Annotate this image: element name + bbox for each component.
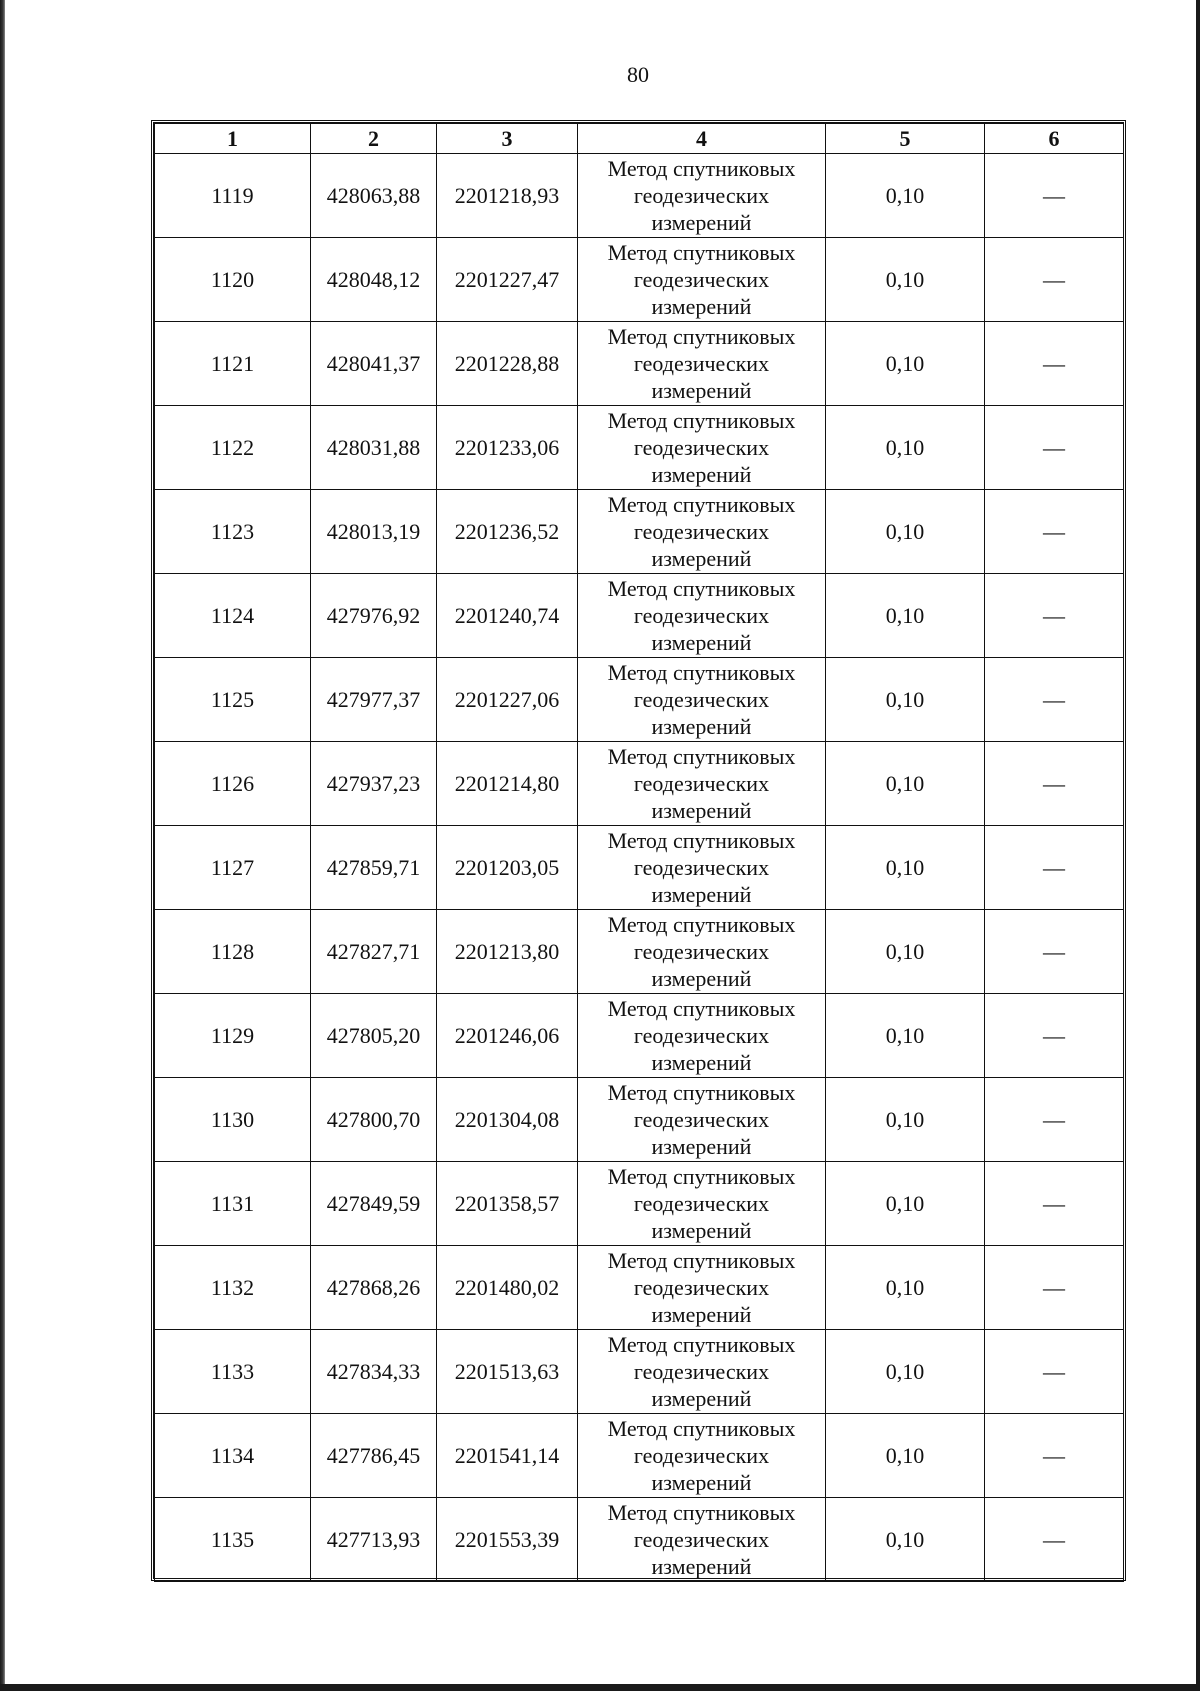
note-cell: — — [985, 238, 1124, 322]
y-coordinate-cell: 2201553,39 — [437, 1498, 578, 1582]
method-line: Метод спутниковых — [607, 1080, 796, 1105]
x-coordinate-cell: 427937,23 — [311, 742, 437, 826]
accuracy-cell: 0,10 — [826, 322, 985, 406]
method-line: геодезических — [633, 519, 770, 544]
method-line: измерений — [651, 1218, 752, 1243]
method-line: геодезических — [633, 939, 770, 964]
table-row — [155, 154, 1124, 238]
method-cell — [578, 574, 826, 658]
column-header-6: 6 — [985, 124, 1124, 154]
method-cell — [578, 238, 826, 322]
point-number-cell: 1119 — [155, 154, 311, 238]
accuracy-cell: 0,10 — [826, 406, 985, 490]
note-cell: — — [985, 1498, 1124, 1582]
point-number-cell: 1132 — [155, 1246, 311, 1330]
x-coordinate-cell: 427827,71 — [311, 910, 437, 994]
point-number-cell: 1125 — [155, 658, 311, 742]
column-header-1: 1 — [155, 124, 311, 154]
point-number-cell: 1130 — [155, 1078, 311, 1162]
method-line: Метод спутниковых — [607, 240, 796, 265]
x-coordinate-cell: 427805,20 — [311, 994, 437, 1078]
table-row — [155, 994, 1124, 1078]
method-line: Метод спутниковых — [607, 1416, 796, 1441]
method-cell — [578, 1330, 826, 1414]
y-coordinate-cell: 2201214,80 — [437, 742, 578, 826]
method-line: геодезических — [633, 771, 770, 796]
method-line: измерений — [651, 1050, 752, 1075]
point-number-cell: 1133 — [155, 1330, 311, 1414]
method-line: геодезических — [633, 1191, 770, 1216]
table-row — [155, 742, 1124, 826]
point-number-cell: 1121 — [155, 322, 311, 406]
scan-edge-left — [0, 0, 5, 1691]
point-number-cell: 1122 — [155, 406, 311, 490]
method-line: геодезических — [633, 855, 770, 880]
accuracy-cell: 0,10 — [826, 1162, 985, 1246]
method-line: Метод спутниковых — [607, 576, 796, 601]
column-header-5: 5 — [826, 124, 985, 154]
method-line: Метод спутниковых — [607, 1332, 796, 1357]
method-line: Метод спутниковых — [607, 1500, 796, 1525]
y-coordinate-cell: 2201541,14 — [437, 1414, 578, 1498]
method-cell — [578, 658, 826, 742]
accuracy-cell: 0,10 — [826, 490, 985, 574]
method-line: Метод спутниковых — [607, 408, 796, 433]
y-coordinate-cell: 2201218,93 — [437, 154, 578, 238]
note-cell: — — [985, 658, 1124, 742]
coordinates-table-frame — [151, 120, 1126, 1581]
point-number-cell: 1126 — [155, 742, 311, 826]
accuracy-cell: 0,10 — [826, 910, 985, 994]
table-row — [155, 1498, 1124, 1582]
method-line: геодезических — [633, 1443, 770, 1468]
method-line: Метод спутниковых — [607, 1164, 796, 1189]
x-coordinate-cell: 427977,37 — [311, 658, 437, 742]
method-cell — [578, 154, 826, 238]
accuracy-cell: 0,10 — [826, 1330, 985, 1414]
point-number-cell: 1127 — [155, 826, 311, 910]
method-cell — [578, 406, 826, 490]
table-header-row — [155, 124, 1124, 154]
method-line: Метод спутниковых — [607, 828, 796, 853]
method-line: измерений — [651, 462, 752, 487]
method-line: геодезических — [633, 351, 770, 376]
y-coordinate-cell: 2201203,05 — [437, 826, 578, 910]
x-coordinate-cell: 427976,92 — [311, 574, 437, 658]
accuracy-cell: 0,10 — [826, 742, 985, 826]
method-line: Метод спутниковых — [607, 324, 796, 349]
y-coordinate-cell: 2201358,57 — [437, 1162, 578, 1246]
y-coordinate-cell: 2201246,06 — [437, 994, 578, 1078]
x-coordinate-cell: 427800,70 — [311, 1078, 437, 1162]
y-coordinate-cell: 2201228,88 — [437, 322, 578, 406]
accuracy-cell: 0,10 — [826, 1414, 985, 1498]
method-line: геодезических — [633, 435, 770, 460]
table-row — [155, 658, 1124, 742]
method-line: измерений — [651, 210, 752, 235]
method-line: измерений — [651, 378, 752, 403]
note-cell: — — [985, 574, 1124, 658]
scan-edge-bottom — [0, 1684, 1200, 1691]
method-cell — [578, 490, 826, 574]
y-coordinate-cell: 2201227,06 — [437, 658, 578, 742]
x-coordinate-cell: 427834,33 — [311, 1330, 437, 1414]
method-line: геодезических — [633, 1275, 770, 1300]
method-line: измерений — [651, 1470, 752, 1495]
x-coordinate-cell: 427859,71 — [311, 826, 437, 910]
method-line: геодезических — [633, 1527, 770, 1552]
table-row — [155, 1078, 1124, 1162]
accuracy-cell: 0,10 — [826, 826, 985, 910]
table-row — [155, 574, 1124, 658]
point-number-cell: 1120 — [155, 238, 311, 322]
point-number-cell: 1129 — [155, 994, 311, 1078]
x-coordinate-cell: 427849,59 — [311, 1162, 437, 1246]
x-coordinate-cell: 427713,93 — [311, 1498, 437, 1582]
y-coordinate-cell: 2201233,06 — [437, 406, 578, 490]
y-coordinate-cell: 2201227,47 — [437, 238, 578, 322]
table-row — [155, 238, 1124, 322]
accuracy-cell: 0,10 — [826, 658, 985, 742]
method-cell — [578, 1498, 826, 1582]
method-cell — [578, 322, 826, 406]
note-cell: — — [985, 1414, 1124, 1498]
accuracy-cell: 0,10 — [826, 238, 985, 322]
accuracy-cell: 0,10 — [826, 154, 985, 238]
method-line: геодезических — [633, 603, 770, 628]
method-line: Метод спутниковых — [607, 912, 796, 937]
point-number-cell: 1123 — [155, 490, 311, 574]
x-coordinate-cell: 428041,37 — [311, 322, 437, 406]
note-cell: — — [985, 1162, 1124, 1246]
y-coordinate-cell: 2201240,74 — [437, 574, 578, 658]
table-row — [155, 322, 1124, 406]
method-line: измерений — [651, 630, 752, 655]
x-coordinate-cell: 428063,88 — [311, 154, 437, 238]
table-row — [155, 826, 1124, 910]
method-line: измерений — [651, 1554, 752, 1579]
method-line: измерений — [651, 966, 752, 991]
method-line: измерений — [651, 294, 752, 319]
table-row — [155, 1330, 1124, 1414]
accuracy-cell: 0,10 — [826, 1498, 985, 1582]
note-cell: — — [985, 490, 1124, 574]
accuracy-cell: 0,10 — [826, 1078, 985, 1162]
table-row — [155, 1246, 1124, 1330]
note-cell: — — [985, 994, 1124, 1078]
method-line: измерений — [651, 798, 752, 823]
x-coordinate-cell: 428031,88 — [311, 406, 437, 490]
method-line: измерений — [651, 714, 752, 739]
table-row — [155, 406, 1124, 490]
x-coordinate-cell: 428048,12 — [311, 238, 437, 322]
method-cell — [578, 910, 826, 994]
method-line: Метод спутниковых — [607, 996, 796, 1021]
method-cell — [578, 826, 826, 910]
method-line: Метод спутниковых — [607, 660, 796, 685]
y-coordinate-cell: 2201213,80 — [437, 910, 578, 994]
method-line: Метод спутниковых — [607, 1248, 796, 1273]
table-row — [155, 910, 1124, 994]
method-cell — [578, 994, 826, 1078]
table-body — [155, 154, 1124, 1582]
x-coordinate-cell: 427868,26 — [311, 1246, 437, 1330]
method-line: геодезических — [633, 1107, 770, 1132]
method-cell — [578, 1414, 826, 1498]
method-line: Метод спутниковых — [607, 492, 796, 517]
y-coordinate-cell: 2201236,52 — [437, 490, 578, 574]
method-cell — [578, 1246, 826, 1330]
method-line: измерений — [651, 1386, 752, 1411]
note-cell: — — [985, 322, 1124, 406]
method-line: измерений — [651, 882, 752, 907]
accuracy-cell: 0,10 — [826, 574, 985, 658]
note-cell: — — [985, 406, 1124, 490]
table-row — [155, 1414, 1124, 1498]
point-number-cell: 1131 — [155, 1162, 311, 1246]
method-line: измерений — [651, 1134, 752, 1159]
note-cell: — — [985, 826, 1124, 910]
method-line: Метод спутниковых — [607, 156, 796, 181]
note-cell: — — [985, 1246, 1124, 1330]
point-number-cell: 1134 — [155, 1414, 311, 1498]
method-cell — [578, 1078, 826, 1162]
method-cell — [578, 1162, 826, 1246]
y-coordinate-cell: 2201304,08 — [437, 1078, 578, 1162]
table-row — [155, 490, 1124, 574]
method-line: измерений — [651, 1302, 752, 1327]
method-line: геодезических — [633, 267, 770, 292]
method-line: геодезических — [633, 687, 770, 712]
scan-edge-right — [1196, 0, 1200, 1691]
column-header-4: 4 — [578, 124, 826, 154]
note-cell: — — [985, 1078, 1124, 1162]
point-number-cell: 1128 — [155, 910, 311, 994]
accuracy-cell: 0,10 — [826, 994, 985, 1078]
method-cell — [578, 742, 826, 826]
method-line: геодезических — [633, 183, 770, 208]
x-coordinate-cell: 427786,45 — [311, 1414, 437, 1498]
column-header-3: 3 — [437, 124, 578, 154]
method-line: геодезических — [633, 1359, 770, 1384]
note-cell: — — [985, 1330, 1124, 1414]
note-cell: — — [985, 742, 1124, 826]
method-line: Метод спутниковых — [607, 744, 796, 769]
method-line: измерений — [651, 546, 752, 571]
note-cell: — — [985, 154, 1124, 238]
accuracy-cell: 0,10 — [826, 1246, 985, 1330]
coordinates-table — [154, 123, 1124, 1582]
note-cell: — — [985, 910, 1124, 994]
column-header-2: 2 — [311, 124, 437, 154]
method-line: геодезических — [633, 1023, 770, 1048]
table-row — [155, 1162, 1124, 1246]
y-coordinate-cell: 2201513,63 — [437, 1330, 578, 1414]
point-number-cell: 1124 — [155, 574, 311, 658]
page-number: 80 — [627, 62, 649, 87]
point-number-cell: 1135 — [155, 1498, 311, 1582]
x-coordinate-cell: 428013,19 — [311, 490, 437, 574]
y-coordinate-cell: 2201480,02 — [437, 1246, 578, 1330]
